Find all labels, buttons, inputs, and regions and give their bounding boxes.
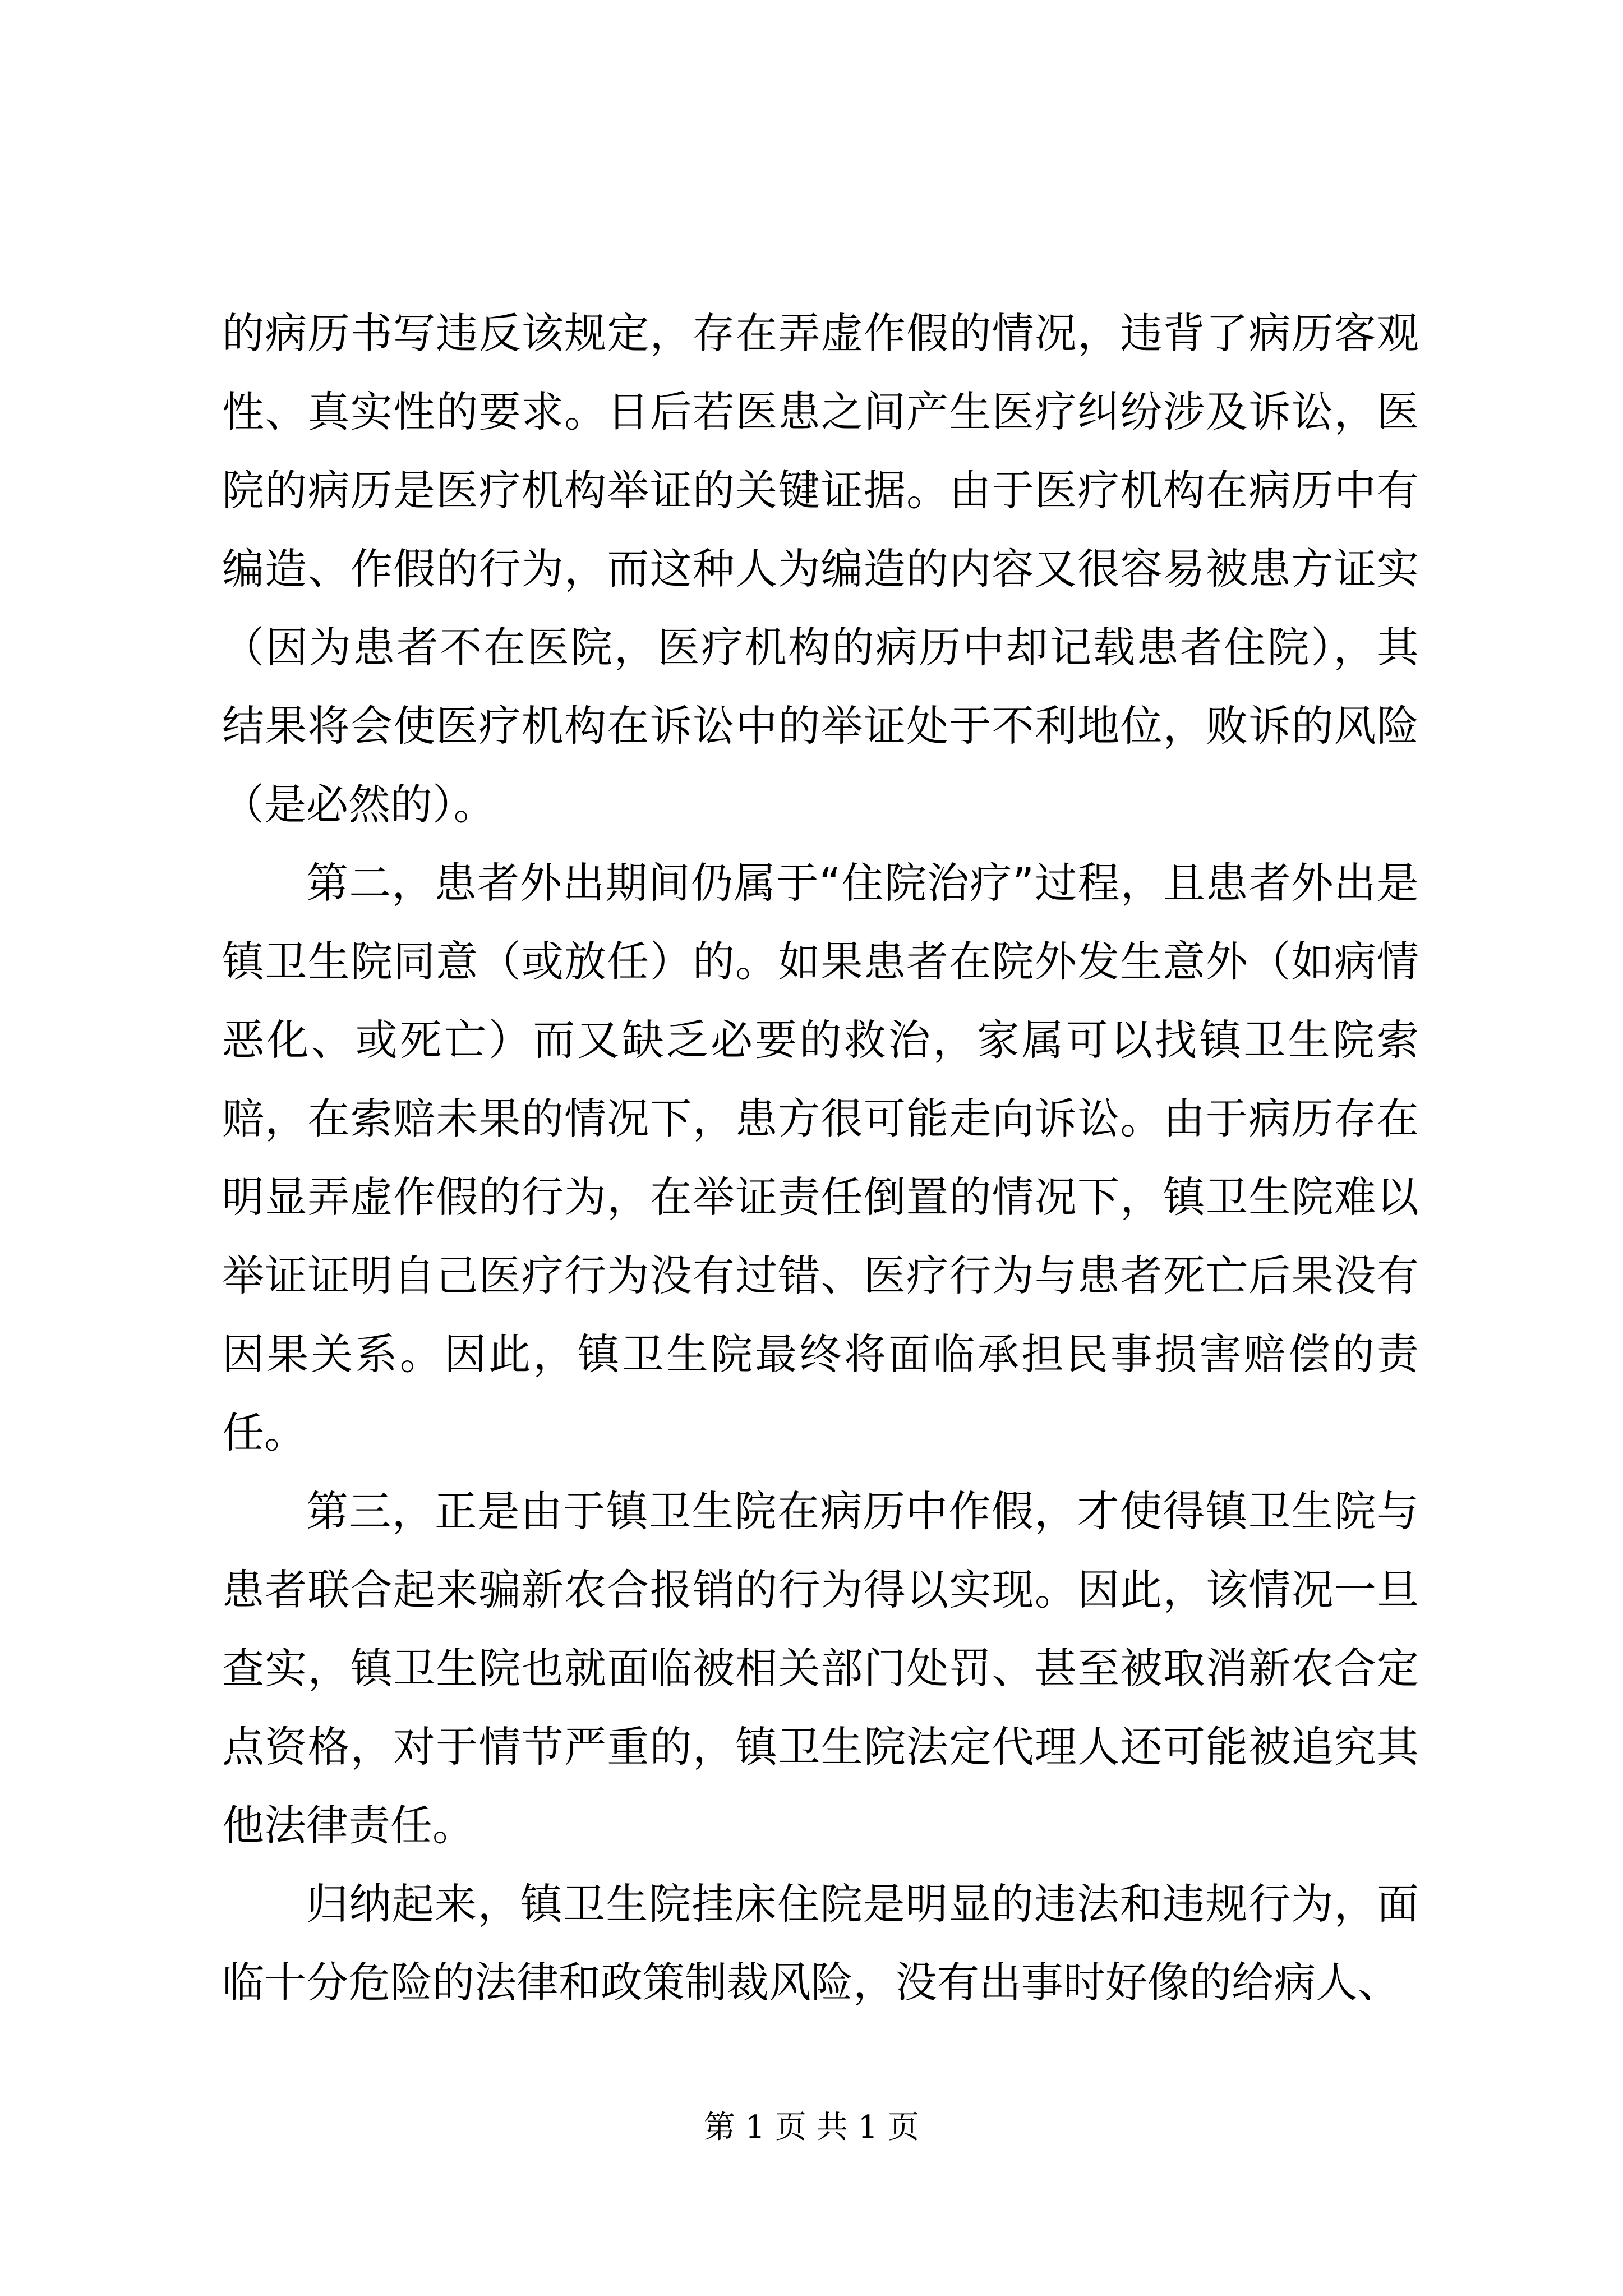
paragraph-2: 第二，患者外出期间仍属于“住院治疗”过程，且患者外出是镇卫生院同意（或放任）的。如果患者在院外发生意外（如病情恶化、或死亡）而又缺乏必要的救治，家属可以找镇卫生院索赔，在索赔未果的情况下，患方很可能走向诉讼。由于病历存在明显弄虚作假的行为，在举证责任倒置的情况下，镇卫生院难以举证证明自己医疗行为没有过错、医疗行为与患者死亡后果没有因果关系。因此，镇卫生院最终将面临承担民事损害赔偿的责任。 bbox=[222, 858, 1419, 1457]
page-footer bbox=[0, 2108, 1623, 2147]
document-body bbox=[222, 294, 1419, 2022]
paragraph-3: 第三，正是由于镇卫生院在病历中作假，才使得镇卫生院与患者联合起来骗新农合报销的行为得以实现。因此，该情况一旦查实，镇卫生院也就面临被相关部门处罚、甚至被取消新农合定点资格，对于情节严重的，镇卫生院法定代理人还可能被追究其他法律责任。 bbox=[222, 1487, 1419, 1850]
paragraph-1: 的病历书写违反该规定，存在弄虚作假的情况，违背了病历客观性、真实性的要求。日后若医患之间产生医疗纠纷涉及诉讼，医院的病历是医疗机构举证的关键证据。由于医疗机构在病历中有编造、作假的行为，而这种人为编造的内容又很容易被患方证实（因为患者不在医院，医疗机构的病历中却记载患者住院），其结果将会使医疗机构在诉讼中的举证处于不利地位，败诉的风险（是必然的）。 bbox=[222, 309, 1419, 829]
page-number-label: 第 1 页 共 1 页 bbox=[703, 2109, 920, 2146]
paragraph-4: 归纳起来，镇卫生院挂床住院是明显的违法和违规行为，面临十分危险的法律和政策制裁风险，没有出事时好像的给病人、 bbox=[222, 1879, 1419, 2007]
